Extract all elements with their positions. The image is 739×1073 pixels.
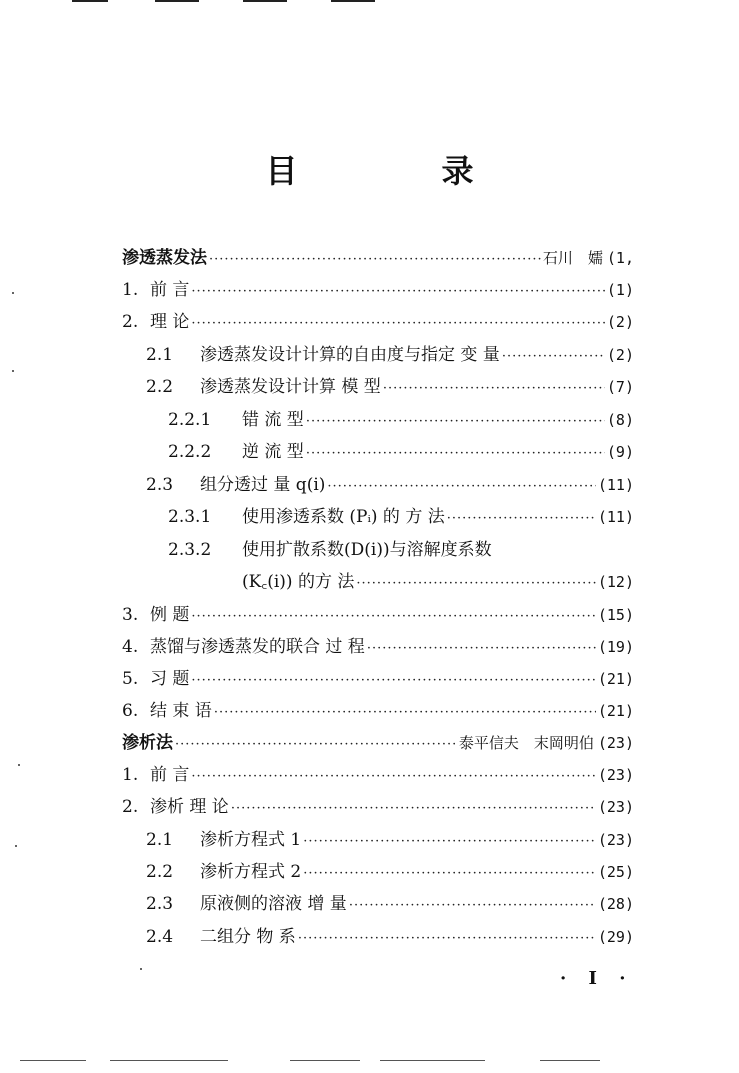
toc-entry-label: (K꜀(i)) 的方 法 (242, 572, 355, 592)
toc-entry-number: 5. (122, 669, 139, 689)
dot-leader (209, 245, 541, 275)
toc-entry-page: (23) (597, 831, 634, 849)
toc-entry-number: 2. (122, 312, 139, 332)
dot-leader (191, 762, 595, 792)
toc-entry-label: 渗透蒸发设计计算 模 型 (200, 377, 381, 397)
toc-entry-label: 前 言 (150, 765, 190, 785)
scan-speck (15, 845, 17, 847)
toc-entry-page: (23) (597, 734, 634, 752)
toc-entry[interactable] (122, 632, 634, 662)
scan-mark (155, 0, 199, 2)
toc-entry[interactable] (146, 372, 634, 402)
toc-entry-page: (19) (597, 638, 634, 656)
page-title: 目 录 (265, 152, 530, 190)
toc-entry[interactable] (168, 437, 634, 467)
toc-entry-number: 1. (122, 280, 139, 300)
toc-entry-label: 渗透蒸发设计计算的自由度与指定 变 量 (200, 345, 500, 365)
toc-entry-label: 使用扩散系数(D(i))与溶解度系数 (242, 540, 492, 560)
toc-entry-label: 渗析方程式 2 (200, 862, 302, 882)
toc-entry-page: (11) (597, 508, 634, 526)
toc-entry[interactable] (146, 825, 634, 855)
toc-entry-number: 2.2.1 (168, 410, 212, 430)
toc-entry-page: (8) (606, 411, 634, 429)
toc-entry-number: 2. (122, 797, 139, 817)
toc-entry-author: 泰平信夫 末岡明伯 (458, 734, 594, 752)
toc-entry-page: (29) (597, 928, 634, 946)
toc-entry[interactable] (122, 760, 634, 790)
toc-entry-page: (21) (597, 702, 634, 720)
dot-leader (383, 374, 605, 404)
toc-entry-page: (2) (606, 346, 634, 364)
toc-entry[interactable] (146, 889, 634, 919)
toc-entry[interactable] (122, 600, 634, 630)
toc-entry[interactable] (146, 340, 634, 370)
toc-entry-label: 原液侧的溶液 增 量 (200, 894, 347, 914)
toc-entry-label: 渗析法 (122, 733, 173, 753)
scan-speck (18, 764, 20, 766)
toc-entry-number: 6. (122, 701, 139, 721)
dot-leader (214, 698, 596, 728)
scan-mark (331, 0, 375, 2)
toc-entry[interactable] (146, 470, 634, 500)
toc-entry-number: 2.2.2 (168, 442, 212, 462)
toc-entry-page: (9) (606, 443, 634, 461)
scan-mark (20, 1060, 86, 1061)
toc-entry[interactable] (122, 792, 634, 822)
toc-entry-label: 结 束 语 (150, 701, 212, 721)
dot-leader (191, 602, 595, 632)
dot-leader (306, 407, 605, 437)
toc-entry-number: 2.2 (146, 862, 174, 882)
toc-entry-page: (11) (597, 476, 634, 494)
toc-entry-number: 2.3 (146, 475, 174, 495)
toc-entry-section[interactable] (122, 243, 634, 273)
dot-leader (349, 891, 596, 921)
scan-mark (72, 0, 108, 2)
dot-leader (298, 924, 596, 954)
toc-entry-number: 2.3.2 (168, 540, 212, 560)
toc-entry-label: 理 论 (150, 312, 190, 332)
scan-speck (12, 292, 14, 294)
dot-leader (306, 439, 605, 469)
toc-entry-number: 2.2 (146, 377, 174, 397)
toc-entry-page: (2) (606, 313, 634, 331)
dot-leader (175, 730, 457, 760)
dot-leader (502, 342, 605, 372)
toc-entry[interactable] (168, 535, 634, 565)
scan-mark (110, 1060, 228, 1061)
toc-entry-label: 习 题 (150, 669, 190, 689)
toc-entry-page: (7) (606, 378, 634, 396)
toc-entry-number: 2.3.1 (168, 507, 212, 527)
toc-entry-label: 错 流 型 (242, 410, 304, 430)
dot-leader (367, 634, 596, 664)
toc-entry-label: 使用渗透系数 (Pᵢ) 的 方 法 (242, 507, 445, 527)
toc-entry[interactable] (146, 857, 634, 887)
toc-entry-page: (15) (597, 606, 634, 624)
toc-entry[interactable] (122, 275, 634, 305)
scan-mark (540, 1060, 600, 1061)
toc-entry-label: 渗析 理 论 (150, 797, 229, 817)
toc-entry-label: 渗透蒸发法 (122, 248, 207, 268)
toc-entry-page: (21) (597, 670, 634, 688)
dot-leader (231, 794, 596, 824)
toc-entry-page: (25) (597, 863, 634, 881)
dot-leader (191, 666, 595, 696)
toc-entry[interactable] (168, 405, 634, 435)
toc-entry-label: 二组分 物 系 (200, 927, 296, 947)
dot-leader (191, 309, 605, 339)
toc-entry-number: 3. (122, 605, 139, 625)
toc-entry[interactable] (122, 307, 634, 337)
toc-entry-page: (1, (606, 249, 634, 267)
toc-entry-number: 2.4 (146, 927, 174, 947)
dot-leader (447, 504, 596, 534)
toc-entry-page: (12) (597, 573, 634, 591)
scan-speck (140, 968, 142, 970)
toc-entry-label: 蒸馏与渗透蒸发的联合 过 程 (150, 637, 365, 657)
toc-entry-number: 1. (122, 765, 139, 785)
toc-entry-number: 2.1 (146, 345, 174, 365)
toc-entry-number: 2.1 (146, 830, 174, 850)
scan-mark (243, 0, 287, 2)
toc-entry[interactable] (146, 922, 634, 952)
toc-entry-label: 逆 流 型 (242, 442, 304, 462)
toc-entry-number: 2.3 (146, 894, 174, 914)
page-number: · I · (560, 968, 634, 989)
dot-leader (303, 859, 596, 889)
toc-entry-section[interactable] (122, 728, 634, 758)
dot-leader (356, 569, 596, 599)
scan-speck (12, 370, 14, 372)
toc-entry-page: (28) (597, 895, 634, 913)
scan-mark (290, 1060, 360, 1061)
toc-entry[interactable] (122, 696, 634, 726)
toc-entry-page: (23) (597, 798, 634, 816)
dot-leader (191, 277, 605, 307)
toc-entry-page: (23) (597, 766, 634, 784)
toc-entry[interactable] (168, 502, 634, 532)
toc-entry-label: 前 言 (150, 280, 190, 300)
toc-entry-label: 渗析方程式 1 (200, 830, 302, 850)
toc-entry-label: 例 题 (150, 605, 190, 625)
dot-leader (303, 827, 596, 857)
toc-entry-author: 石川 嬬 (542, 249, 603, 267)
toc-entry-label: 组分透过 量 q(i) (200, 475, 326, 495)
toc-entry-number: 4. (122, 637, 139, 657)
dot-leader (327, 472, 595, 502)
toc-entry-continuation[interactable] (242, 567, 634, 597)
scan-mark (380, 1060, 485, 1061)
toc-entry[interactable] (122, 664, 634, 694)
toc-entry-page: (1) (606, 281, 634, 299)
